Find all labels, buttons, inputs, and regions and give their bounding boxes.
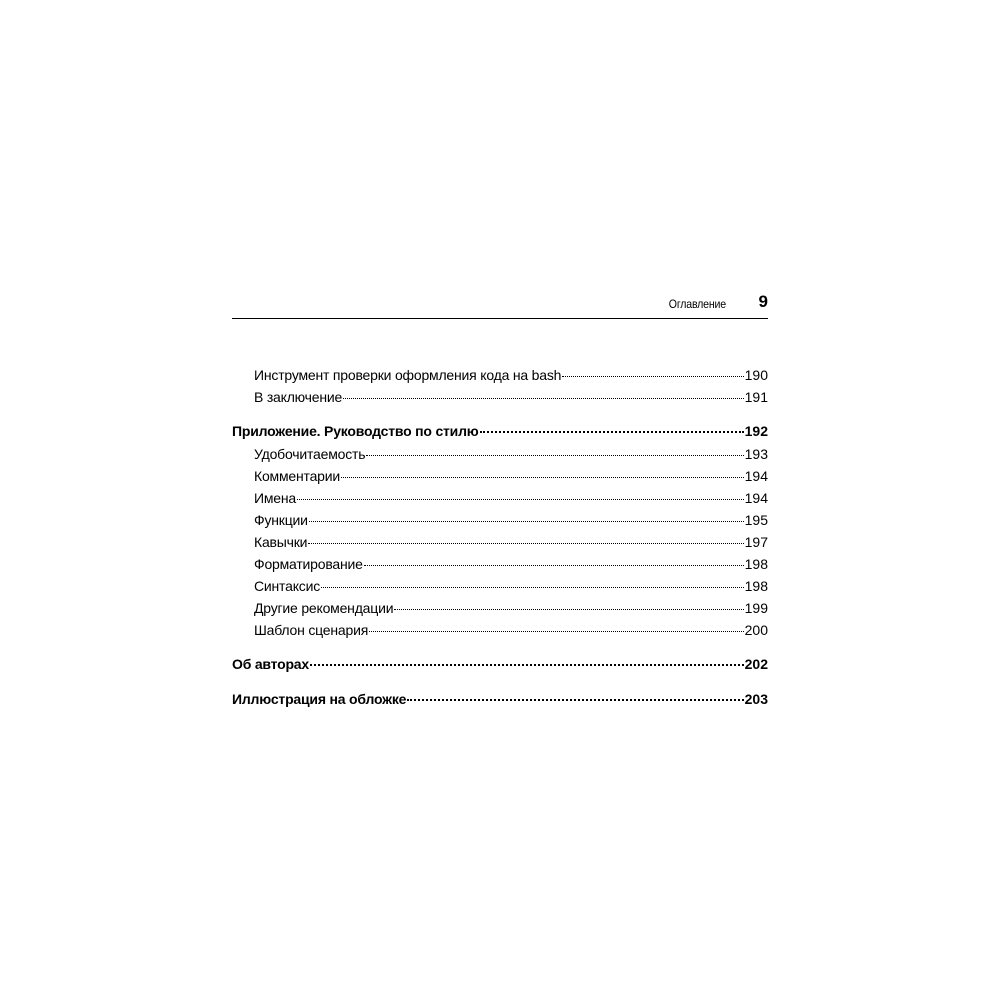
toc-entry-appendix-style-guide[interactable]	[232, 420, 768, 443]
toc-spacer	[232, 408, 768, 420]
toc-entry-comments[interactable]	[232, 465, 768, 487]
page-number: 9	[758, 292, 768, 311]
toc-entry-script-template[interactable]	[232, 619, 768, 641]
toc-entry-label: Комментарии	[254, 468, 340, 484]
toc-entry-page: 194	[744, 490, 768, 506]
toc-entry-about-authors[interactable]	[232, 653, 768, 676]
toc-entry-readability[interactable]	[232, 443, 768, 465]
dot-leader	[407, 698, 743, 701]
dot-leader	[366, 454, 743, 456]
toc-entry-cover-illustration[interactable]	[232, 688, 768, 711]
toc-entry-page: 203	[744, 691, 768, 707]
toc-entry-label: Инструмент проверки оформления кода на bash	[254, 367, 562, 383]
dot-leader	[321, 586, 744, 588]
toc-entry-label: Иллюстрация на обложке	[232, 691, 407, 707]
toc-entry-label: Синтаксис	[254, 578, 321, 594]
toc-entry-label: Имена	[254, 490, 296, 506]
toc-entry-page: 198	[744, 578, 768, 594]
toc-entry-label: Шаблон сценария	[254, 622, 369, 638]
table-of-contents	[232, 364, 768, 711]
toc-entry-page: 197	[744, 534, 768, 550]
dot-leader	[480, 430, 744, 433]
toc-spacer	[232, 676, 768, 688]
toc-entry-page: 192	[744, 423, 768, 439]
toc-entry-conclusion[interactable]	[232, 386, 768, 408]
toc-entry-page: 202	[744, 656, 768, 672]
running-head-title: Оглавление	[668, 297, 726, 311]
toc-entry-page: 194	[744, 468, 768, 484]
dot-leader	[562, 375, 743, 377]
dot-leader	[341, 476, 744, 478]
dot-leader	[343, 397, 744, 399]
running-head	[232, 292, 768, 318]
toc-entry-bash-linter[interactable]	[232, 364, 768, 386]
toc-entry-other-recommendations[interactable]	[232, 597, 768, 619]
toc-entry-page: 191	[744, 389, 768, 405]
toc-entry-page: 195	[744, 512, 768, 528]
toc-entry-label: Форматирование	[254, 556, 363, 572]
dot-leader	[310, 663, 744, 666]
toc-entry-page: 200	[744, 622, 768, 638]
toc-entry-quotes[interactable]	[232, 531, 768, 553]
toc-entry-syntax[interactable]	[232, 575, 768, 597]
toc-entry-functions[interactable]	[232, 509, 768, 531]
toc-entry-label: Об авторах	[232, 656, 309, 672]
toc-entry-names[interactable]	[232, 487, 768, 509]
dot-leader	[297, 498, 744, 500]
toc-entry-label: Другие рекомендации	[254, 600, 394, 616]
toc-entry-label: Приложение. Руководство по стилю	[232, 423, 479, 439]
dot-leader	[369, 630, 744, 632]
toc-spacer	[232, 641, 768, 653]
toc-entry-label: В заключение	[254, 389, 343, 405]
toc-entry-page: 190	[744, 367, 768, 383]
toc-entry-label: Удобочитаемость	[254, 446, 366, 462]
header-rule	[232, 318, 768, 319]
toc-entry-page: 193	[744, 446, 768, 462]
toc-entry-page: 199	[744, 600, 768, 616]
toc-entry-page: 198	[744, 556, 768, 572]
dot-leader	[309, 520, 744, 522]
toc-entry-label: Кавычки	[254, 534, 308, 550]
dot-leader	[308, 542, 743, 544]
dot-leader	[394, 608, 743, 610]
toc-entry-formatting[interactable]	[232, 553, 768, 575]
toc-entry-label: Функции	[254, 512, 308, 528]
dot-leader	[364, 564, 744, 566]
